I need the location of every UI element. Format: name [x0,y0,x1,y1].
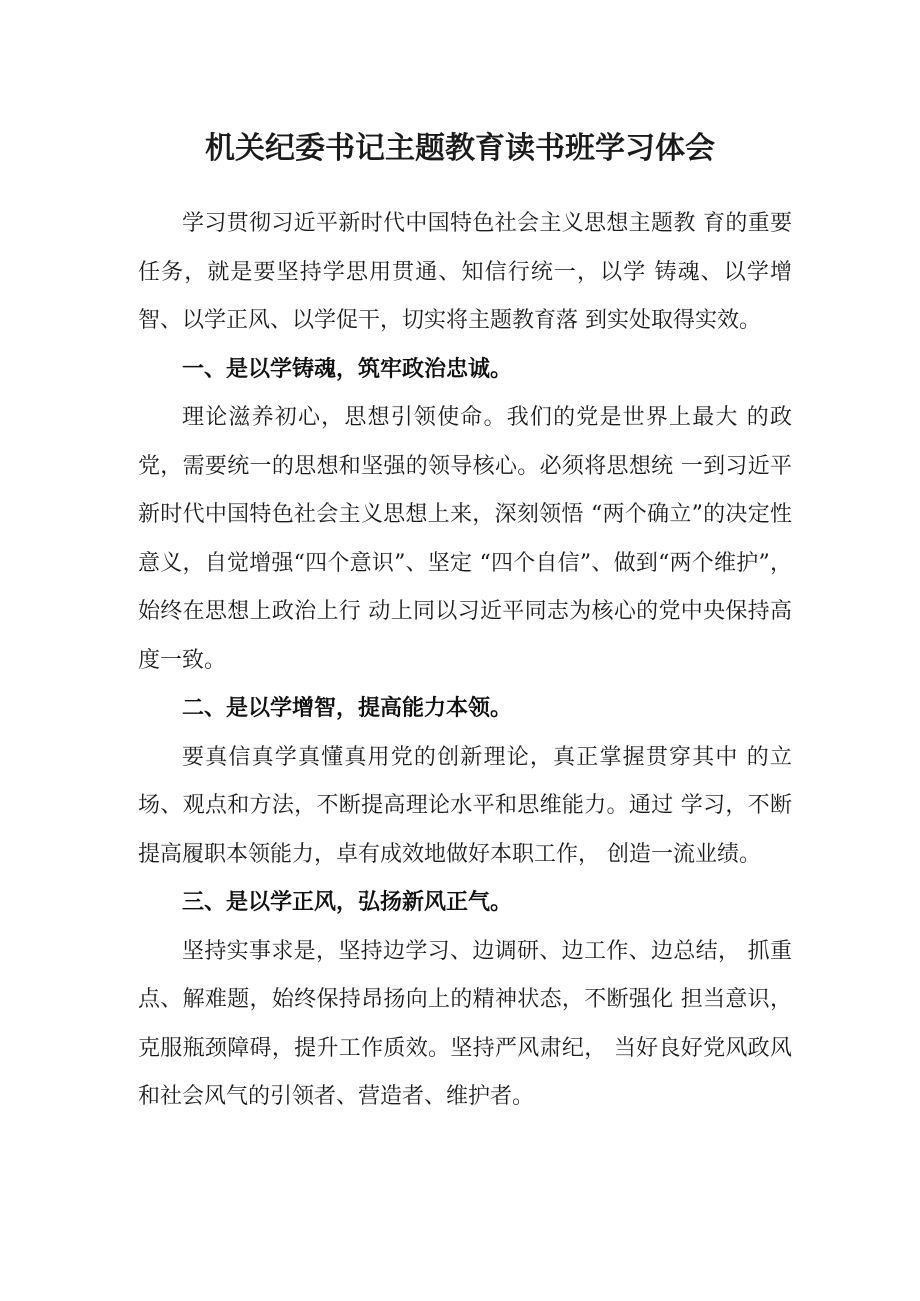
document-body [138,200,792,1122]
section-heading-3: 三、是以学正风，弘扬新风正气。 [182,890,513,915]
section-heading-1: 一、是以学铸魂，筑牢政治忠诚。 [182,356,513,382]
intro-paragraph: 学习贯彻习近平新时代中国特色社会主义思想主题教 育的重要任务，就是要坚持学思用贯通、知信行统一，以学 铸魂、以学增智、以学正风、以学促干，切实将主题教育落 到实处取得实效。 [138,211,792,333]
document-title: 机关纪委书记主题教育读书班学习体会 [205,131,715,166]
section-body-3: 坚持实事求是，坚持边学习、边调研、边工作、边总结， 抓重点、解难题，始终保持昂扬向上的精神状态，不断强化 担当意识，克服瓶颈障碍，提升工作质效。坚持严风肃纪， 当好良好党风政风和社会风气的引领者、营造者、维护者。 [138,938,792,1109]
section-body-2: 要真信真学真懂真用党的创新理论，真正掌握贯穿其中 的立场、观点和方法，不断提高理论水平和思维能力。通过 学习，不断提高履职本领能力，卓有成效地做好本职工作， 创造一流业绩。 [138,744,792,867]
section-heading-2: 二、是以学增智，提高能力本领。 [182,696,513,721]
section-body-1: 理论滋养初心，思想引领使命。我们的党是世界上最大 的政党，需要统一的思想和坚强的领导核心。必须将思想统 一到习近平新时代中国特色社会主义思想上来，深刻领悟 “两个确立”的决定性意义，自觉增强“四个意识”、坚定 “四个自信”、做到“两个维护”，始终在思想上政治上行 动上同以习近平同志为核心的党中央保持高度一致。 [138,405,792,673]
